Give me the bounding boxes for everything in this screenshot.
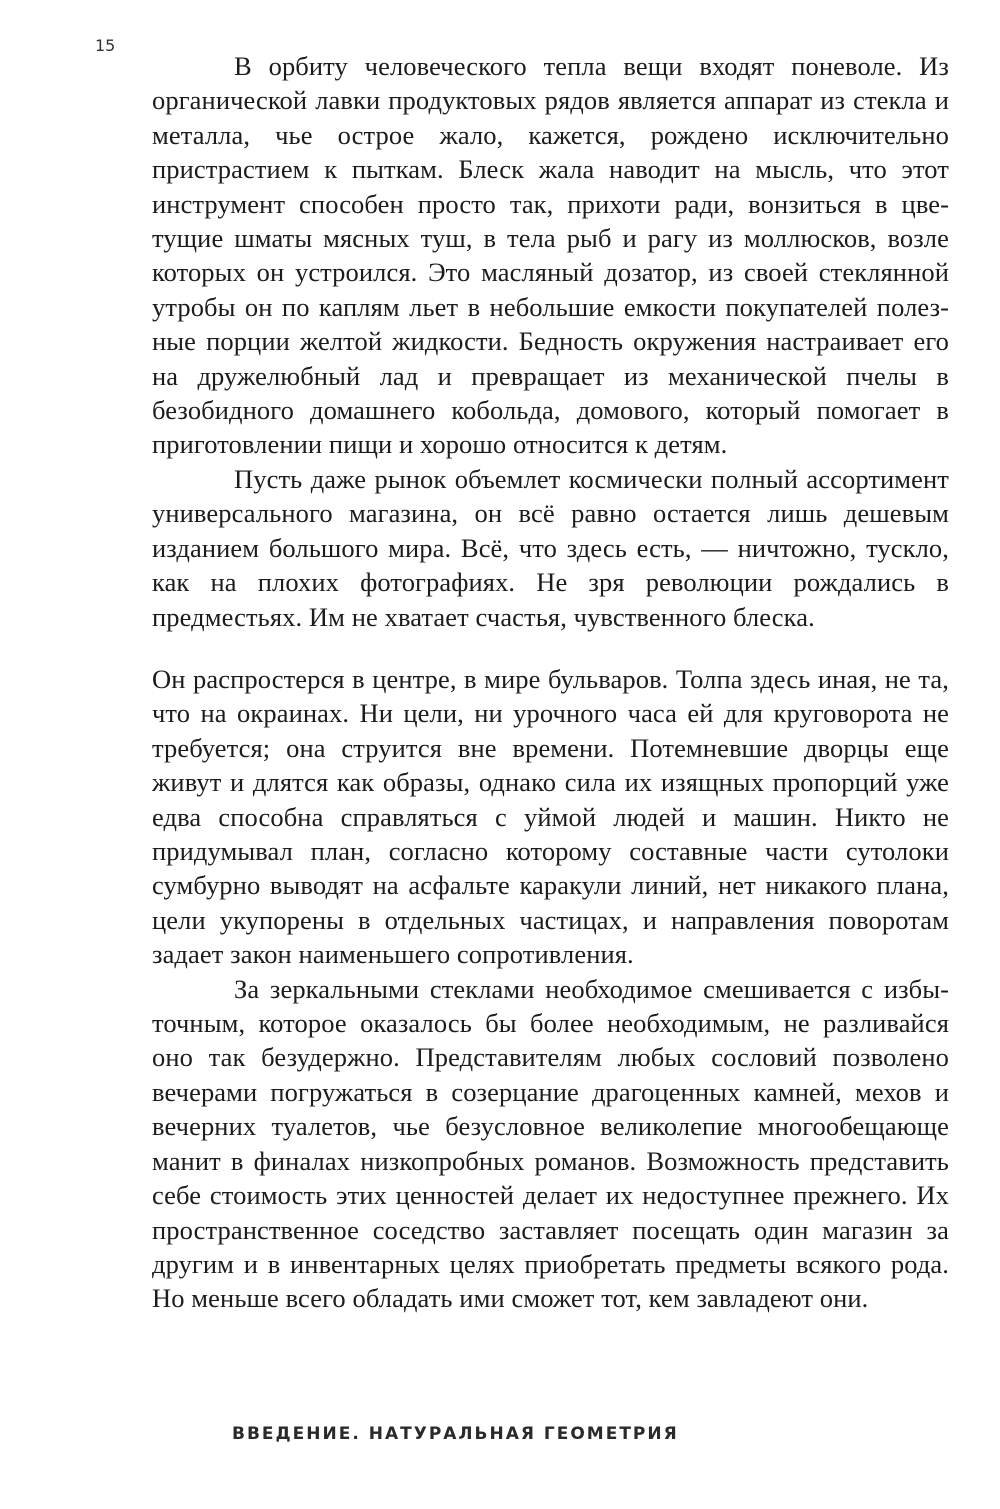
paragraph-2: Пусть даже рынок объемлет космически полный ассортимент универсального магазина, он всё равно остается лишь дешевым изданием большого мира. Всё, что здесь есть, — ничтожно, тускло, как на плохих фотографиях. Не зря революции рождались в предместьях. Им не хватает счастья, чувственного блеска. — [152, 463, 949, 632]
paragraph-3: Он распростерся в центре, в мире бульваров. Толпа здесь иная, не та, что на окраинах. Ни цели, ни урочного часа ей для круговорота не требуется; она струится вне времени. Потемневшие дворцы еще живут и длятся как образы, однако сила их изящных пропорций уже едва способна справляться с уймой людей и машин. Никто не придумывал план, согласно которому составные части сутолоки сумбурно выводят на асфальте каракули линий, нет никакого плана, цели укупорены в отдельных частицах, и направления поворотам задает закон наименьшего сопротивления. — [152, 664, 949, 970]
section-1 — [152, 49, 949, 634]
page-number: 15 — [95, 36, 116, 55]
section-2 — [152, 662, 949, 1316]
paragraph-1: В орбиту человеческого тепла вещи входят поневоле. Из органической лавки продуктовых рядов является аппарат из стекла и металла, чье острое жало, кажется, рождено исключительно пристрастием к пыткам. Блеск жала наводит на мысль, что этот инструмент способен просто так, прихоти ради, вонзиться в цветущие шматы мясных туш, в тела рыб и рагу из моллюсков, возле которых он устроился. Это масляный дозатор, из своей стеклянной утробы он по каплям льет в небольшие емкости покупателей полезные порции желтой жидкости. Бедность окружения настраивает его на дружелюбный лад и превращает из механической пчелы в безобидного домашнего кобольда, домового, который помогает в приготовлении пищи и хорошо относится к детям. — [152, 51, 949, 460]
paragraph-4: За зеркальными стеклами необходимое смешивается с избыточным, которое оказалось бы более необходимым, не разливайся оно так безудержно. Представителям любых сословий позволено вечерами погружаться в созерцание драгоценных камней, мехов и вечерних туалетов, чье безусловное великолепие многообещающе манит в финалах низкопробных романов. Возможность представить себе стоимость этих ценностей делает их недоступнее прежнего. Их пространственное соседство заставляет посещать один магазин за другим и в инвентарных целях приобретать предметы всякого рода. Но меньше всего обладать ими сможет тот, кем завладеют они. — [152, 973, 949, 1314]
running-footer: ВВЕДЕНИЕ. НАТУРАЛЬНАЯ ГЕОМЕТРИЯ — [232, 1424, 679, 1444]
